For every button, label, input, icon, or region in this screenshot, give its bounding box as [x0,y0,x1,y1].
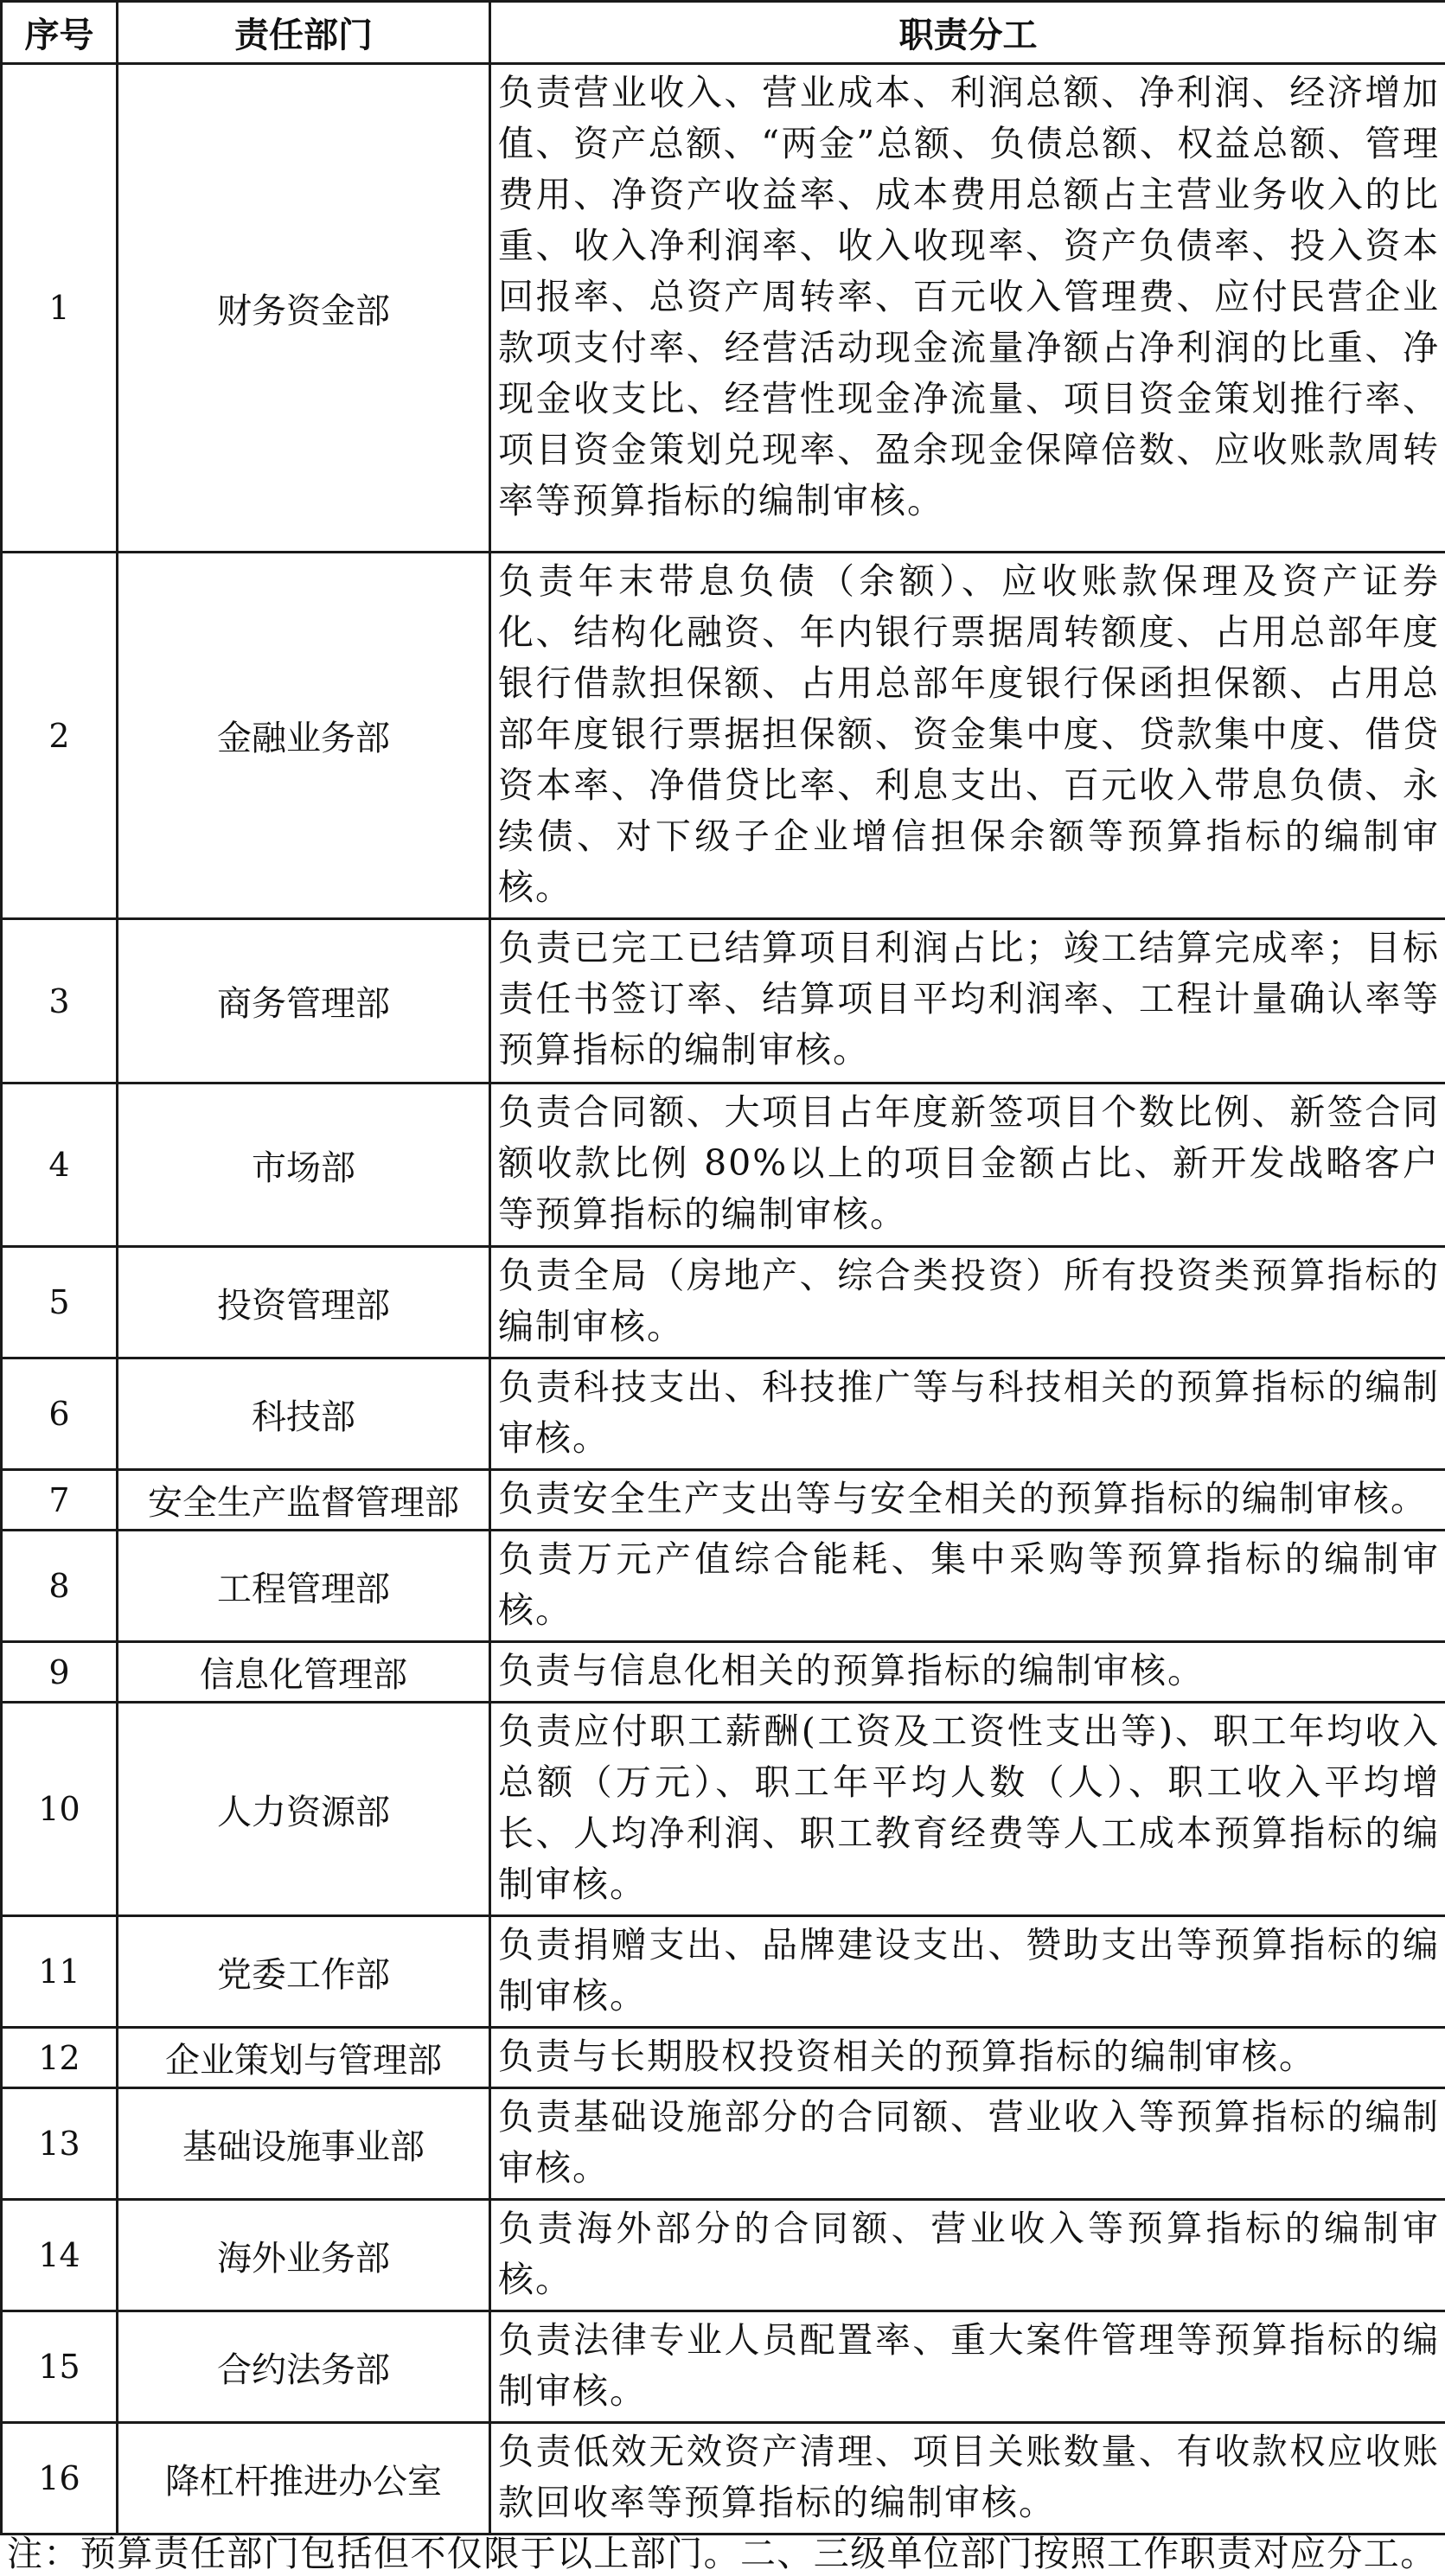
duty-description: 负责合同额、大项目占年度新签项目个数比例、新签合同额收款比例 80%以上的项目金额占比、新开发战略客户等预算指标的编制审核。 [490,1083,1445,1247]
table-row [2,1247,1445,1358]
duty-description: 负责法律专业人员配置率、重大案件管理等预算指标的编制审核。 [490,2311,1445,2423]
department-name: 信息化管理部 [118,1642,490,1703]
department-name: 降杠杆推进办公室 [118,2423,490,2534]
table-row [2,64,1445,553]
department-name: 工程管理部 [118,1531,490,1642]
duty-description: 负责基础设施部分的合同额、营业收入等预算指标的编制审核。 [490,2088,1445,2200]
row-index: 4 [2,1083,118,1247]
duty-description: 负责已完工已结算项目利润占比；竣工结算完成率；目标责任书签订率、结算项目平均利润率、工程计量确认率等预算指标的编制审核。 [490,919,1445,1083]
duty-description: 负责科技支出、科技推广等与科技相关的预算指标的编制审核。 [490,1358,1445,1470]
table-row [2,1470,1445,1531]
table-row [2,2423,1445,2534]
department-name: 合约法务部 [118,2311,490,2423]
duty-description: 负责与信息化相关的预算指标的编制审核。 [490,1642,1445,1703]
duty-description: 负责年末带息负债（余额）、应收账款保理及资产证券化、结构化融资、年内银行票据周转额度、占用总部年度银行借款担保额、占用总部年度银行保函担保额、占用总部年度银行票据担保额、资金集中度、贷款集中度、借贷资本率、净借贷比率、利息支出、百元收入带息负债、永续债、对下级子企业增信担保余额等预算指标的编制审核。 [490,553,1445,919]
row-index: 6 [2,1358,118,1470]
row-index: 9 [2,1642,118,1703]
row-index: 5 [2,1247,118,1358]
table-row [2,1916,1445,2028]
duty-description: 负责营业收入、营业成本、利润总额、净利润、经济增加值、资产总额、“两金”总额、负债总额、权益总额、管理费用、净资产收益率、成本费用总额占主营业务收入的比重、收入净利润率、收入收现率、资产负债率、投入资本回报率、总资产周转率、百元收入管理费、应付民营企业款项支付率、经营活动现金流量净额占净利润的比重、净现金收支比、经营性现金净流量、项目资金策划推行率、项目资金策划兑现率、盈余现金保障倍数、应收账款周转率等预算指标的编制审核。 [490,64,1445,553]
duty-description: 负责安全生产支出等与安全相关的预算指标的编制审核。 [490,1470,1445,1531]
table-row [2,1531,1445,1642]
table-row [2,2200,1445,2311]
table-row [2,2028,1445,2088]
department-name: 人力资源部 [118,1703,490,1916]
row-index: 3 [2,919,118,1083]
row-index: 16 [2,2423,118,2534]
department-name: 安全生产监督管理部 [118,1470,490,1531]
department-name: 海外业务部 [118,2200,490,2311]
duty-description: 负责捐赠支出、品牌建设支出、赞助支出等预算指标的编制审核。 [490,1916,1445,2028]
department-name: 财务资金部 [118,64,490,553]
duty-description: 负责全局（房地产、综合类投资）所有投资类预算指标的编制审核。 [490,1247,1445,1358]
header-index: 序号 [2,2,118,64]
row-index: 2 [2,553,118,919]
table-row [2,2311,1445,2423]
department-name: 商务管理部 [118,919,490,1083]
table-row [2,553,1445,919]
department-name: 科技部 [118,1358,490,1470]
table-row [2,1642,1445,1703]
row-index: 11 [2,1916,118,2028]
table-row [2,1358,1445,1470]
table-row [2,919,1445,1083]
table-header-row [2,2,1445,64]
row-index: 10 [2,1703,118,1916]
row-index: 8 [2,1531,118,1642]
department-name: 基础设施事业部 [118,2088,490,2200]
row-index: 14 [2,2200,118,2311]
header-duties: 职责分工 [490,2,1445,64]
duty-description: 负责低效无效资产清理、项目关账数量、有收款权应收账款回收率等预算指标的编制审核。 [490,2423,1445,2534]
row-index: 12 [2,2028,118,2088]
duty-description: 负责万元产值综合能耗、集中采购等预算指标的编制审核。 [490,1531,1445,1642]
duty-description: 负责与长期股权投资相关的预算指标的编制审核。 [490,2028,1445,2088]
department-name: 党委工作部 [118,1916,490,2028]
row-index: 15 [2,2311,118,2423]
department-name: 金融业务部 [118,553,490,919]
department-name: 企业策划与管理部 [118,2028,490,2088]
department-name: 投资管理部 [118,1247,490,1358]
row-index: 13 [2,2088,118,2200]
table-row [2,2088,1445,2200]
table-row [2,1703,1445,1916]
duty-description: 负责海外部分的合同额、营业收入等预算指标的编制审核。 [490,2200,1445,2311]
footnote: 注：预算责任部门包括但不仅限于以上部门。二、三级单位部门按照工作职责对应分工。 [7,2525,1437,2576]
department-name: 市场部 [118,1083,490,1247]
header-department: 责任部门 [118,2,490,64]
table-row [2,1083,1445,1247]
duty-description: 负责应付职工薪酬(工资及工资性支出等)、职工年均收入总额（万元）、职工年平均人数（人）、职工收入平均增长、人均净利润、职工教育经费等人工成本预算指标的编制审核。 [490,1703,1445,1916]
row-index: 1 [2,64,118,553]
row-index: 7 [2,1470,118,1531]
